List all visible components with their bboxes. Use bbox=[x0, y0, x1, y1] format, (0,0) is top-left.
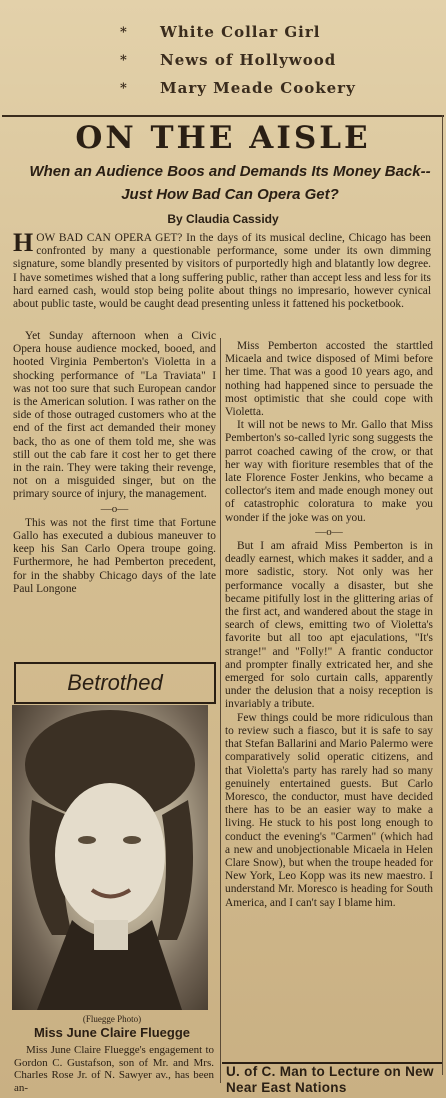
paragraph: Few things could be more ridiculous than to review such a fiasco, but it is safe to say that Stefan Ballarini and Mario Palermo were comparatively solid operatic citizens, and that Violetta's party has rarely had so many genuinely entertained guests. But Carlo Moresco, the conductor, must have decided there has to be an easier way to make a living. He stuck to his post long enough to conduct the evening's "Carmen" (which had a new and unobjectionable Micaela in Helen Clare Snow), but when the troupe headed for New York, Leo Kopp was its new maestro. I understand Mr. Moresco is heading for South America, and I can't say I blame him. bbox=[225, 711, 433, 909]
index-item-label: Mary Meade Cookery bbox=[160, 79, 356, 97]
index-item bbox=[120, 74, 420, 102]
bullet-star-icon: * bbox=[120, 80, 128, 96]
betrothed-heading-box bbox=[14, 662, 216, 704]
portrait-photo bbox=[12, 705, 208, 1010]
paragraph: Yet Sunday afternoon when a Civic Opera house audience mocked, booed, and hooted Virginia Pemberton's Violetta in a shocking performance of "La Traviata" I was not too sure that such European candor is the American solution. I was rather on the side of those outraged customers who at the end of the first act demanded their money back, tho as one of them told me, she was still out the cab fare it cost her to get there in the rain. They were taking their revenge, not on a misguided singer, but on the primary source of injury, the management. bbox=[13, 330, 216, 501]
paragraph: It will not be news to Mr. Gallo that Miss Pemberton's so-called lyric song suggests the parrot coached cawing of the crow, or that her way with fioriture resembles that of the late Florence Foster Jenkins, who became a collector's item and made enough money out of catastrophic coloratura to make you wonder if the joke was on you. bbox=[225, 419, 433, 524]
section-separator: —o— bbox=[100, 502, 129, 515]
bullet-star-icon: * bbox=[120, 24, 128, 40]
paragraph: But I am afraid Miss Pemberton is in deadly earnest, which makes it sadder, and a more sadistic, story. Not only was her performance vocally a disaster, but she became pitifully lost in the glittering arias of the first act, and wandered about the stage in search of clews, emitting two of Violetta's favorite but all too apt ejaculations, "It's strange!" and "Folly!" A frantic conductor and prompter finally extricated her, and she emerged for solo curtain calls, apparently under the delusion that a noisy reception is invariably a tribute. bbox=[225, 540, 433, 711]
index-item bbox=[120, 18, 420, 46]
section-index bbox=[120, 18, 420, 102]
article-byline: By Claudia Cassidy bbox=[167, 212, 279, 226]
photo-caption: Miss June Claire Fluegge's engagement to Gordon C. Gustafson, son of Mr. and Mrs. Charles Rose Jr. of N. Sawyer av., has been an- bbox=[14, 1044, 214, 1094]
portrait-illustration-icon bbox=[12, 705, 208, 1010]
index-item-label: White Collar Girl bbox=[160, 23, 321, 41]
section-separator: —o— bbox=[315, 525, 343, 538]
lead-text: OW BAD CAN OPERA GET? In the days of its musical decline, Chicago has been confronted by many a questionable performance, some under its own dimming signature, some blandly presented by visitors of purportedly high and blatantly low degree. I have sometimes wished that a long suffering public, rather than accept less and less for its hard earned cash, would stop being polite about things no impresario, however cynical about public taste, would be caught dead presenting unless it fattened his pocketbook. bbox=[13, 232, 431, 311]
article-title: ON THE AISLE bbox=[75, 120, 371, 156]
right-column bbox=[225, 340, 433, 910]
bullet-star-icon: * bbox=[120, 52, 128, 68]
photo-credit: (Fluegge Photo) bbox=[82, 1014, 142, 1024]
column-border bbox=[442, 115, 443, 1075]
betrothed-heading: Betrothed bbox=[67, 670, 163, 695]
paragraph: This was not the first time that Fortune Gallo has executed a dubious maneuver to keep his San Carlo Opera troupe going. Furthermore, he had Pemberton precedent, for in the shabby Chicago days of the late Paul Longone bbox=[13, 516, 216, 595]
paragraph: Miss Pemberton accosted the starttled Micaela and twice disposed of Mimi before her time. That was a good 10 years ago, and nothing had happened since to persuade the most optimistic that she could cope with Violetta. bbox=[225, 340, 433, 419]
index-item bbox=[120, 46, 420, 74]
next-article-headline: U. of C. Man to Lecture on New Near East Nations bbox=[226, 1064, 434, 1095]
index-item-label: News of Hollywood bbox=[160, 51, 337, 69]
top-divider bbox=[2, 115, 444, 117]
article-lead bbox=[13, 228, 431, 311]
drop-cap: H bbox=[13, 228, 34, 257]
column-divider bbox=[220, 338, 221, 1083]
photo-name: Miss June Claire Fluegge bbox=[33, 1025, 191, 1040]
article-subhead: When an Audience Boos and Demands Its Money Back--Just How Bad Can Opera Get? bbox=[29, 163, 431, 203]
left-column bbox=[13, 330, 216, 596]
